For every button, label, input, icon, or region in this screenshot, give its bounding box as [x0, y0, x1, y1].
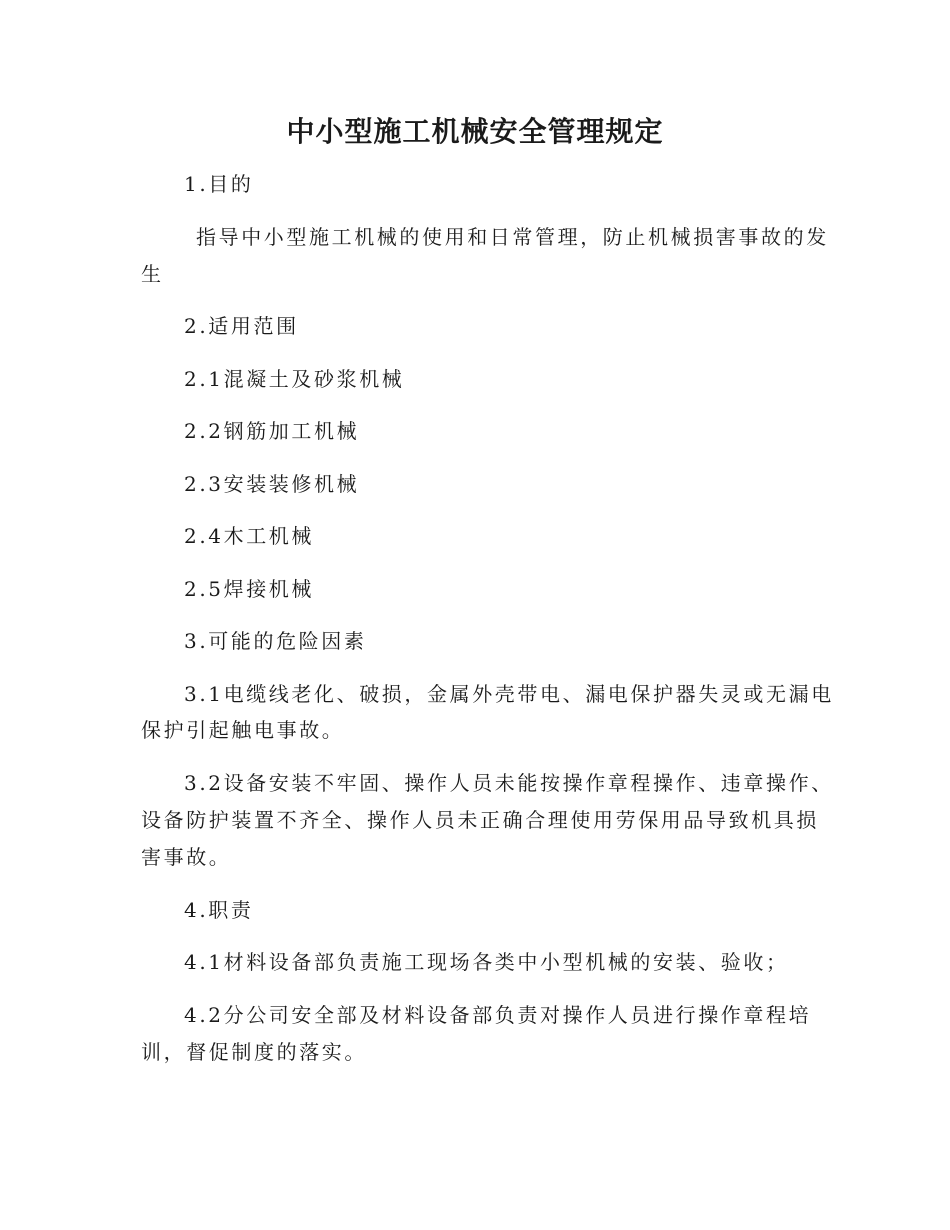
section-heading-responsibilities: 4.职责	[184, 898, 254, 922]
list-item: 2.4木工机械	[184, 524, 315, 548]
section-heading-purpose: 1.目的	[184, 172, 254, 196]
paragraph-line: 生	[141, 262, 164, 286]
paragraph-line: 害事故。	[141, 845, 232, 869]
paragraph-line: 保护引起触电事故。	[141, 718, 345, 742]
section-heading-hazards: 3.可能的危险因素	[184, 629, 367, 653]
paragraph-line: 3.1电缆线老化、破损，金属外壳带电、漏电保护器失灵或无漏电	[184, 682, 834, 706]
list-item: 2.1混凝土及砂浆机械	[184, 367, 405, 391]
paragraph-line: 4.2分公司安全部及材料设备部负责对操作人员进行操作章程培	[184, 1003, 812, 1027]
document-title: 中小型施工机械安全管理规定	[286, 115, 664, 148]
paragraph-line: 3.2设备安装不牢固、操作人员未能按操作章程操作、违章操作、	[184, 771, 834, 795]
section-heading-scope: 2.适用范围	[184, 314, 299, 338]
paragraph-line: 4.1材料设备部负责施工现场各类中小型机械的安装、验收；	[184, 950, 789, 974]
paragraph-line: 指导中小型施工机械的使用和日常管理，防止机械损害事故的发	[196, 225, 829, 249]
list-item: 2.3安装装修机械	[184, 472, 360, 496]
list-item: 2.5焊接机械	[184, 577, 315, 601]
paragraph-line: 设备防护装置不齐全、操作人员未正确合理使用劳保用品导致机具损	[141, 808, 819, 832]
paragraph-line: 训，督促制度的落实。	[141, 1040, 367, 1064]
list-item: 2.2钢筋加工机械	[184, 419, 360, 443]
